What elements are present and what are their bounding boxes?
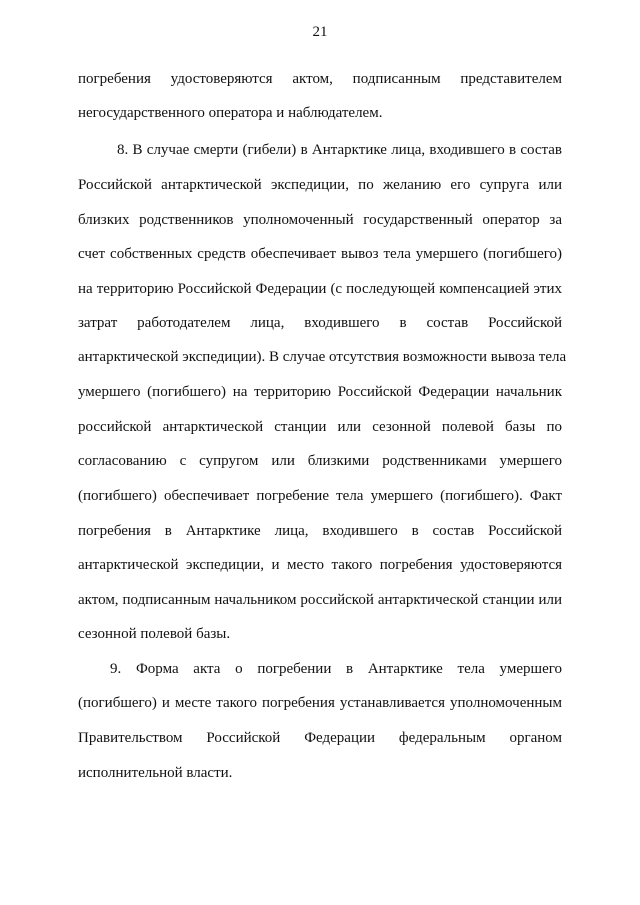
text-line: согласованию с супругом или близкими родственниками умершего — [78, 453, 562, 469]
page-number: 21 — [312, 24, 328, 40]
text-line: затрат работодателем лица, входившего в состав Российской — [78, 315, 562, 331]
text-line: умершего (погибшего) на территорию Российской Федерации начальник — [78, 384, 562, 400]
text-line: на территорию Российской Федерации (с последующей компенсацией этих — [78, 281, 562, 297]
text-line: антарктической экспедиции, и место такого погребения удостоверяются — [78, 557, 562, 573]
text-line: счет собственных средств обеспечивает вывоз тела умершего (погибшего) — [78, 246, 562, 262]
text-line: (погибшего) и месте такого погребения устанавливается уполномоченным — [78, 695, 562, 711]
text-line: погребения удостоверяются актом, подписанным представителем — [78, 71, 562, 87]
text-line: Российской антарктической экспедиции, по желанию его супруга или — [78, 177, 562, 193]
text-line: Правительством Российской Федерации федеральным органом — [78, 730, 562, 746]
text-line: сезонной полевой базы. — [78, 626, 231, 642]
text-line: исполнительной власти. — [78, 765, 233, 781]
paragraph-8-start: 8. В случае смерти (гибели) в Антарктике лица, входившего в состав — [117, 142, 562, 158]
paragraph-9-start: 9. Форма акта о погребении в Антарктике тела умершего — [110, 661, 562, 677]
text-line: (погибшего) обеспечивает погребение тела умершего (погибшего). Факт — [78, 488, 562, 504]
text-line: негосударственного оператора и наблюдателем. — [78, 105, 383, 121]
text-line: близких родственников уполномоченный государственный оператор за — [78, 212, 562, 228]
text-line: погребения в Антарктике лица, входившего в состав Российской — [78, 523, 562, 539]
text-line: актом, подписанным начальником российской антарктической станции или — [78, 592, 562, 608]
text-line: российской антарктической станции или сезонной полевой базы по — [78, 419, 562, 435]
text-line: антарктической экспедиции). В случае отсутствия возможности вывоза тела — [78, 349, 567, 365]
